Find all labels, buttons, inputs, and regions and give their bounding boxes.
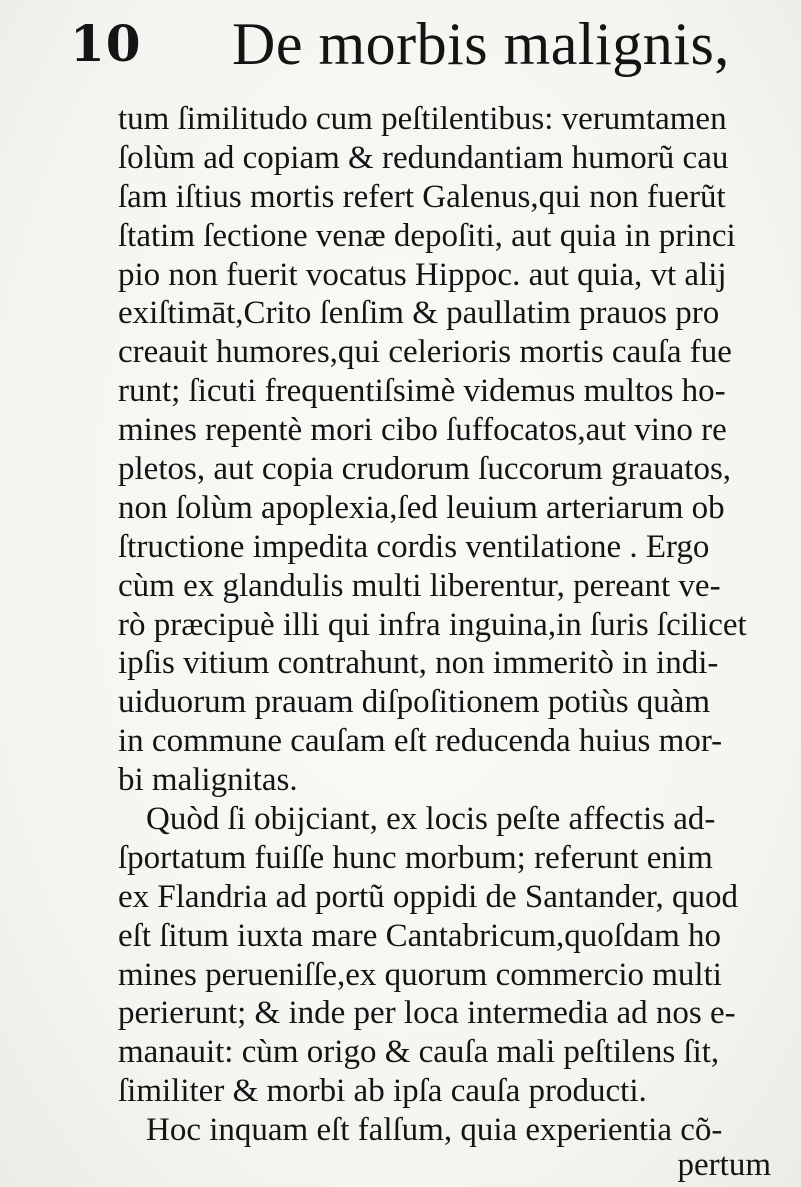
text-line: ipſis vitium contrahunt, non immeritò in indi-: [118, 645, 719, 682]
text-line: pio non fuerit vocatus Hippoc. aut quia, vt alij: [118, 256, 727, 293]
text-line: ſportatum fuiſſe hunc morbum; referunt enim: [118, 839, 713, 876]
text-line: uiduorum prauam diſpoſitionem potiùs quàm: [118, 684, 711, 721]
text-line: ſolùm ad copiam & redundantiam humorũ cau: [118, 139, 729, 176]
text-line: ex Flandria ad portũ oppidi de Santander, quod: [118, 878, 739, 915]
text-line: cùm ex glandulis multi liberentur, pereant ve-: [118, 567, 721, 604]
text-line: ſimiliter & morbi ab ipſa cauſa producti.: [118, 1073, 647, 1110]
text-line: pletos, aut copia crudorum ſuccorum grauatos,: [118, 451, 732, 488]
text-line: mines perueniſſe,ex quorum commercio multi: [118, 956, 722, 993]
paragraph-start-line: Quòd ſi obijciant, ex locis peſte affectis ad-: [146, 801, 716, 838]
text-line: mines repentè mori cibo ſuffocatos,aut vino re: [118, 412, 727, 449]
text-line: runt; ſicuti frequentiſsimè videmus multos ho-: [118, 373, 726, 410]
text-line: creauit humores,qui celerioris mortis cauſa fue: [118, 334, 732, 371]
catchword: pertum: [677, 1147, 771, 1183]
text-line: tum ſimilitudo cum peſtilentibus: verumtamen: [118, 101, 727, 137]
text-line: non ſolùm apoplexia,ſed leuium arteriarum ob: [118, 489, 725, 526]
page-number: 10: [70, 14, 142, 73]
text-line: exiſtimāt,Crito ſenſim & paullatim prauos pro: [118, 295, 720, 332]
text-line: ſam iſtius mortis refert Galenus,qui non fuerũt: [118, 178, 726, 215]
text-line: eſt ſitum iuxta mare Cantabricum,quoſdam ho: [118, 917, 722, 954]
text-line: perierunt; & inde per loca intermedia ad nos e-: [118, 995, 736, 1032]
text-line: rò præcipuè illi qui infra inguina,in ſuris ſcilicet: [118, 606, 747, 643]
running-title: De morbis malignis,: [232, 11, 730, 77]
text-line: bi malignitas.: [118, 762, 298, 799]
text-line: ſtatim ſectione venæ depoſiti, aut quia in princi: [118, 217, 736, 254]
text-line: ſtructione impedita cordis ventilatione . Ergo: [118, 528, 710, 565]
body-text: [118, 100, 798, 1150]
text-line: manauit: cùm origo & cauſa mali peſtilens ſit,: [118, 1034, 720, 1071]
text-line: in commune cauſam eſt reducenda huius mor-: [118, 723, 723, 760]
paragraph-start-line: Hoc inquam eſt falſum, quia experientia cõ-: [146, 1112, 723, 1149]
